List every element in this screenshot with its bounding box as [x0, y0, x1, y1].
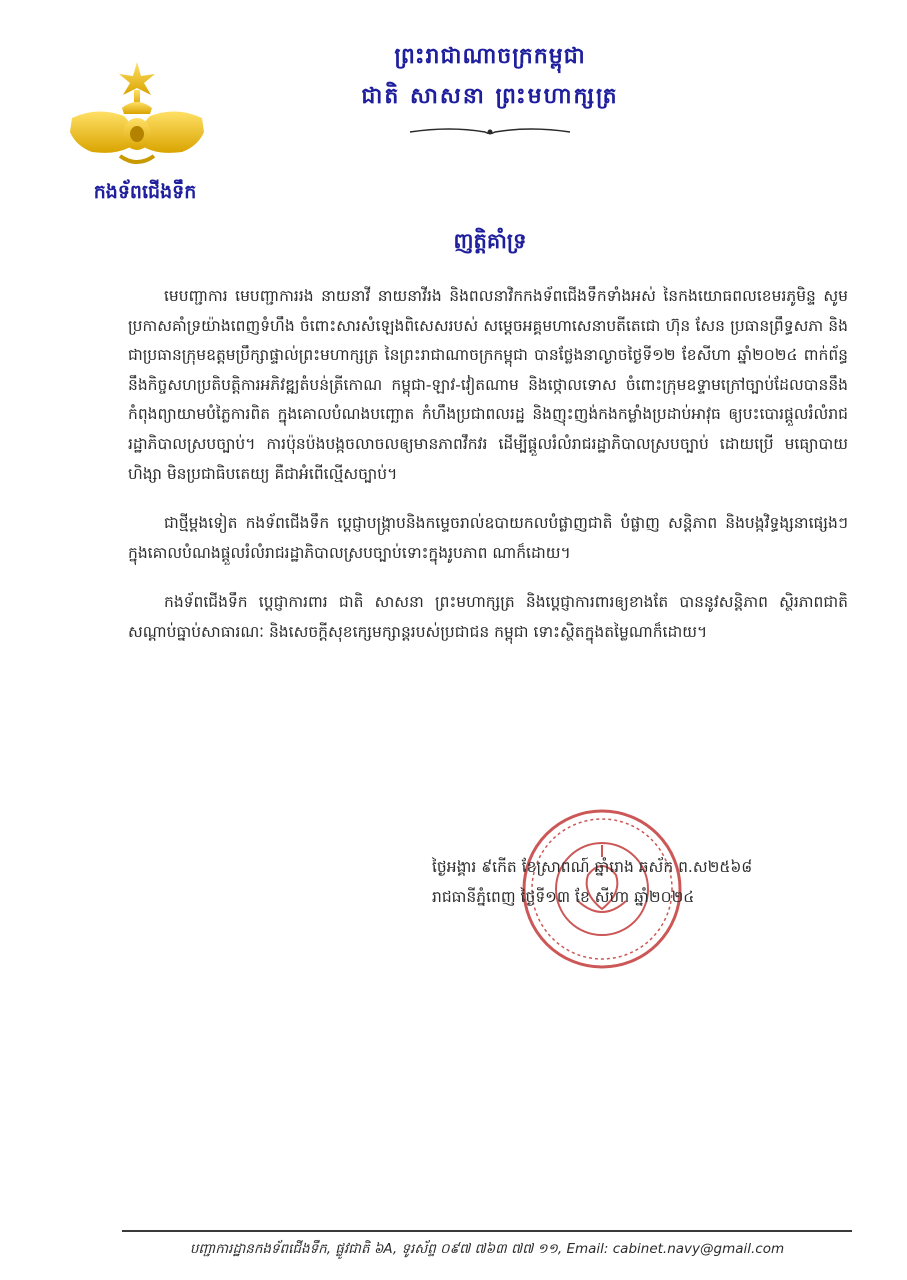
date-block [432, 852, 852, 912]
footer-divider [122, 1230, 852, 1232]
solar-date: រាជធានីភ្នំពេញ ថ្ងៃទី១៣ ខែ សីហា ឆ្នាំ២០២៤ [432, 888, 695, 906]
body-paragraph-3: កងទ័ពជើងទឹក ប្តេជ្ញាការពារ ជាតិ សាសនា ព្រះមហាក្សត្រ និងប្តេជ្ញាការពារឲ្យខាងតែ បាននូវសន្តិភាព ស្ថិរភាពជាតិ សណ្តាប់ធ្នាប់សាធារណៈ និងសេចក្តីសុខក្សេមក្សាន្តរបស់ប្រជាជន កម្ពុជា ទោះស្ថិតក្នុងតម្លៃណាក៏ដោយ។ [128, 593, 848, 641]
national-motto: ជាតិ សាសនា ព្រះមហាក្សត្រ [361, 84, 619, 109]
footer-address: បញ្ជាការដ្ឋានកងទ័ពជើងទឹក, ផ្លូវជាតិ ៦A, ទូរស័ព្ទ ០៩៧ ៧៦៣ ៧៧ ១១, Email: cabinet.navy@gmail.com [189, 1241, 785, 1257]
document-body [128, 282, 848, 668]
navy-emblem-icon [62, 60, 212, 170]
unit-name: កងទ័ពជើងទឹក [93, 181, 197, 203]
kingdom-heading: ព្រះរាជាណាចក្រកម្ពុជា [394, 44, 586, 69]
divider-ornament-icon [405, 125, 575, 139]
document-title: ញត្តិគាំទ្រ [453, 229, 527, 253]
lunar-date: ថ្ងៃអង្គារ ៩កើត ខែស្រាពណ៍ ឆ្នាំរោង ឆស័ក ព.ស២៥៦៨ [432, 858, 753, 876]
body-paragraph-2: ជាថ្មីម្តងទៀត កងទ័ពជើងទឹក ប្តេជ្ញាបង្ក្រាបនិងកម្ទេចរាល់ឧបាយកលបំផ្លាញជាតិ បំផ្លាញ សន្តិភាព និងបង្កវិទ្ធង្សនាផ្សេងៗ ក្នុងគោលបំណងផ្តួលរំលំរាជរដ្ឋាភិបាលស្របច្បាប់ទោះក្នុងរូបភាព ណាក៏ដោយ។ [128, 514, 848, 562]
body-paragraph-1: មេបញ្ជាការ មេបញ្ជាការរង នាយនាវី នាយនាវីរង និងពលនាវិកកងទ័ពជើងទឹកទាំងអស់ នៃកងយោធពលខេមរភូមិន្ទ សូមប្រកាសគាំទ្រយ៉ាងពេញទំហឹង ចំពោះសារសំឡេងពិសេសរបស់ សម្តេចអគ្គមហាសេនាបតីតេជោ ហ៊ុន សែន ប្រធានព្រឹទ្ធសភា និងជាប្រធានក្រុមឧត្តមប្រឹក្សាផ្ទាល់ព្រះមហាក្សត្រ នៃព្រះរាជាណាចក្រកម្ពុជា បានថ្លែងនាល្ងាចថ្ងៃទី១២ ខែសីហា ឆ្នាំ២០២៤ ពាក់ព័ន្ធនឹងកិច្ចសហប្រតិបត្តិការអភិវឌ្ឍតំបន់ត្រីកោណ កម្ពុជា-ឡាវ-វៀតណាម និងថ្កោលទោស ចំពោះក្រុមឧទ្ទាមក្រៅច្បាប់ដែលបាននឹងកំពុងព្យាយាមបំភ្លៃការពិត ក្នុងគោលបំណងបញ្ឆោត កំហឹងប្រជាពលរដ្ឋ និងញុះញង់កងកម្លាំងប្រដាប់អាវុធ ឲ្យបះបោរផ្តួលរំលំរាជរដ្ឋាភិបាលស្របច្បាប់។ ការប៉ុនប៉ងបង្កចលាចលឲ្យមានភាពវឹកវរ ដើម្បីផ្តួលរំលំរាជរដ្ឋាភិបាលស្របច្បាប់ ដោយប្រើ មធ្យោបាយហិង្សា មិនប្រជាធិបតេយ្យ គឺជាអំពើល្មើសច្បាប់។ [128, 287, 848, 483]
